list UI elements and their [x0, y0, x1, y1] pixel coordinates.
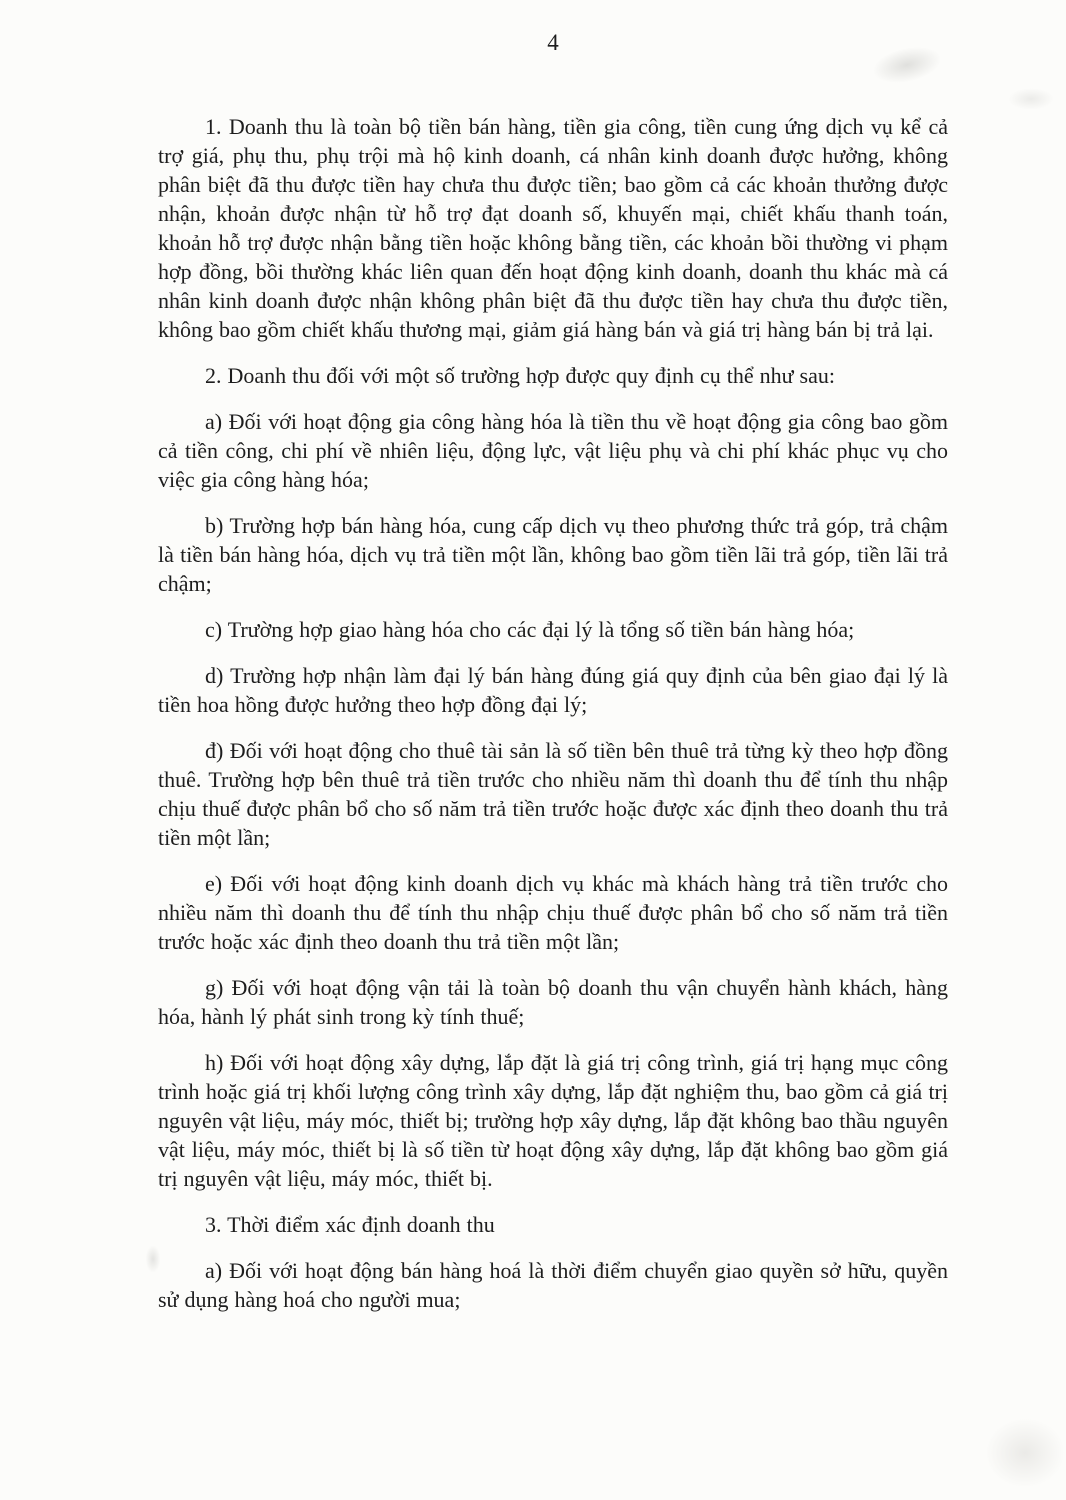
paragraph-2a-gia-cong: a) Đối với hoạt động gia công hàng hóa là tiền thu về hoạt động gia công bao gồm cả tiền công, chi phí về nhiên liệu, động lực, vật liệu phụ và chi phí khác phục vụ cho việc gia công hàng hóa;: [158, 409, 948, 492]
paragraph-3a-ban-hang-hoa: a) Đối với hoạt động bán hàng hoá là thời điểm chuyển giao quyền sở hữu, quyền sử dụng hàng hoá cho người mua;: [158, 1258, 948, 1312]
page-number: 4: [547, 30, 559, 55]
paragraph-2-heading: 2. Doanh thu đối với một số trường hợp được quy định cụ thể như sau:: [205, 363, 835, 388]
scan-artifact: [985, 1418, 1065, 1488]
document-body: [158, 112, 948, 1331]
paragraph-2c-dai-ly: c) Trường hợp giao hàng hóa cho các đại lý là tổng số tiền bán hàng hóa;: [205, 617, 855, 642]
paragraph-2d-hoa-hong: d) Trường hợp nhận làm đại lý bán hàng đúng giá quy định của bên giao đại lý là tiền hoa hồng được hưởng theo hợp đồng đại lý;: [158, 663, 948, 717]
paragraph-3-heading: 3. Thời điểm xác định doanh thu: [205, 1212, 495, 1237]
paragraph-2b-tra-gop: b) Trường hợp bán hàng hóa, cung cấp dịch vụ theo phương thức trả góp, trả chậm là tiền bán hàng hóa, dịch vụ trả tiền một lần, không bao gồm tiền lãi trả góp, tiền lãi trả chậm;: [158, 513, 948, 596]
paragraph-2dd-cho-thue: đ) Đối với hoạt động cho thuê tài sản là số tiền bên thuê trả từng kỳ theo hợp đồng thuê. Trường hợp bên thuê trả tiền trước cho nhiều năm thì doanh thu để tính thu nhập chịu thuế được phân bổ cho số năm trả tiền trước hoặc được xác định theo doanh thu trả tiền một lần;: [158, 738, 948, 850]
paragraph-1-doanh-thu-definition: 1. Doanh thu là toàn bộ tiền bán hàng, tiền gia công, tiền cung ứng dịch vụ kể cả trợ giá, phụ thu, phụ trội mà hộ kinh doanh, cá nhân kinh doanh được hưởng, không phân biệt đã thu được tiền hay chưa thu được tiền; bao gồm cả các khoản thưởng được nhận, khoản được nhận từ hỗ trợ đạt doanh số, khuyến mại, chiết khấu thanh toán, khoản hỗ trợ được nhận bằng tiền hoặc không bằng tiền, các khoản bồi thường vi phạm hợp đồng, bồi thường khác liên quan đến hoạt động kinh doanh, doanh thu khác mà cá nhân kinh doanh được nhận không phân biệt đã thu được tiền hay chưa thu được tiền, không bao gồm chiết khấu thương mại, giảm giá hàng bán và giá trị hàng bán bị trả lại.: [158, 114, 948, 342]
paragraph-2g-van-tai: g) Đối với hoạt động vận tải là toàn bộ doanh thu vận chuyển hành khách, hàng hóa, hành lý phát sinh trong kỳ tính thuế;: [158, 975, 948, 1029]
scan-artifact: [1008, 88, 1054, 110]
paragraph-2e-dich-vu-khac: e) Đối với hoạt động kinh doanh dịch vụ khác mà khách hàng trả tiền trước cho nhiều năm thì doanh thu để tính thu nhập chịu thuế được phân bổ cho số năm trả tiền trước hoặc xác định theo doanh thu trả tiền một lần;: [158, 871, 948, 954]
paragraph-2h-xay-dung: h) Đối với hoạt động xây dựng, lắp đặt là giá trị công trình, giá trị hạng mục công trình hoặc giá trị khối lượng công trình xây dựng, lắp đặt nghiệm thu, bao gồm cả giá trị nguyên vật liệu, máy móc, thiết bị; trường hợp xây dựng, lắp đặt không bao thầu nguyên vật liệu, máy móc, thiết bị là số tiền từ hoạt động xây dựng, lắp đặt không bao gồm giá trị nguyên vật liệu, máy móc, thiết bị.: [158, 1050, 948, 1191]
